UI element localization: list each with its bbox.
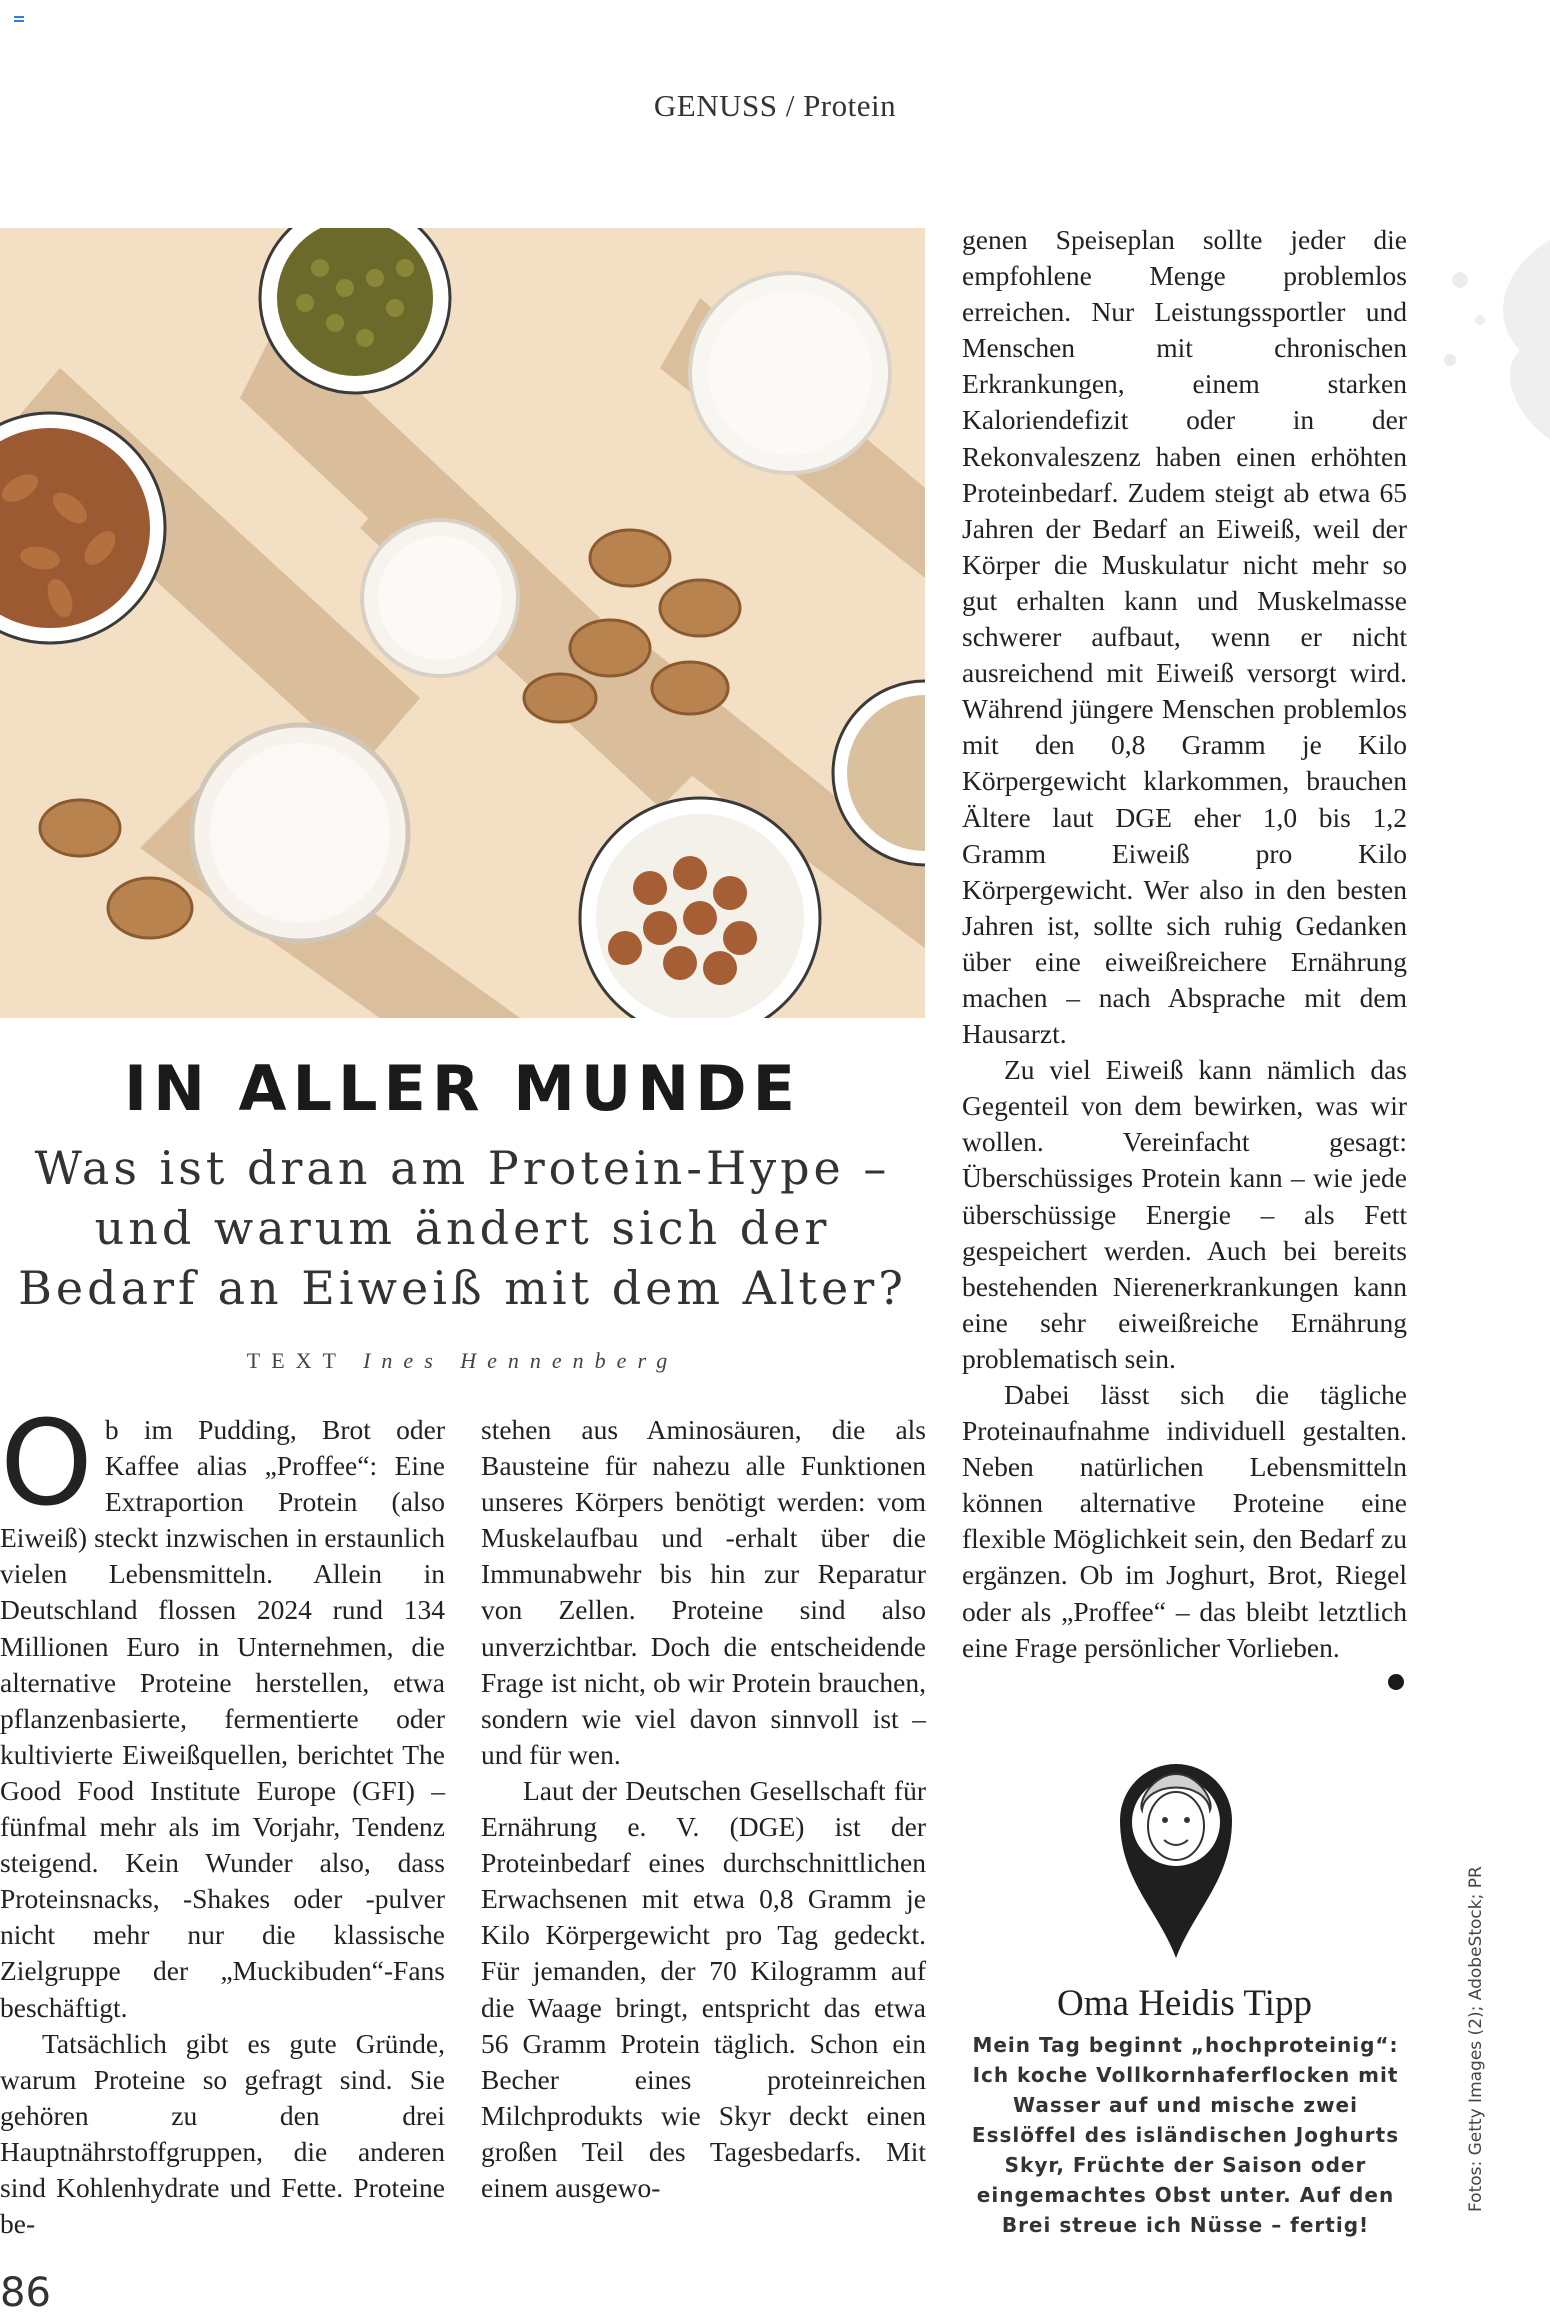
- paragraph: Zu viel Eiweiß kann nämlich das Gegenteil von dem bewirken, was wir wollen. Vereinfacht gesagt: Überschüssiges Protein kann – wie jede überschüssige Energie – als Fett gespeichert werden. Auch bei bereits bestehenden Nierenerkrankungen kann eine sehr eiweißreiche Ernährung problematisch sein.: [962, 1054, 1407, 1374]
- tip-text: Mein Tag beginnt „hochproteinig“: Ich koche Vollkornhaferflocken mit Wasser auf und mische zwei Esslöffel des isländischen Joghurts Skyr, Früchte der Saison oder eingemachtes Obst unter. Auf den Brei streue ich Nüsse – fertig!: [971, 2033, 1400, 2237]
- byline: [0, 1348, 925, 1374]
- text-column-1: [0, 1394, 445, 2242]
- drop-cap: O: [0, 1394, 93, 1532]
- text-column-3: [962, 222, 1407, 1666]
- paragraph: [0, 1394, 445, 2026]
- tip-title: Oma Heidis Tipp: [1057, 1983, 1312, 2024]
- paragraph: Dabei lässt sich die tägliche Proteinaufnahme individuell gestalten. Neben natürlichen Lebensmitteln können alternative Proteine eine flexible Möglichkeit sein, den Bedarf zu ergänzen. Ob im Joghurt, Brot, Riegel oder als „Proffee“ – das bleibt letztlich eine Frage persönlicher Vorlieben.: [962, 1379, 1407, 1663]
- food-photo: [0, 228, 925, 1018]
- end-dot: [1388, 1674, 1404, 1690]
- article-subtitle: Was ist dran am Protein-Hype – und warum ändert sich der Bedarf an Eiweiß mit dem Alter?: [18, 1141, 907, 1315]
- photo-credit-text: Fotos: Getty Images (2); AdobeStock; PR: [1466, 1866, 1486, 2212]
- paragraph: Laut der Deutschen Gesellschaft für Ernährung e. V. (DGE) ist der Proteinbedarf eines durchschnittlichen Erwachsenen mit etwa 0,8 Gramm je Kilo Körpergewicht pro Tag gedeckt. Für jemanden, der 70 Kilogramm auf die Waage bringt, entspricht das etwa 56 Gramm Protein täglich. Schon ein Becher eines proteinreichen Milchprodukts wie Skyr deckt einen großen Teil des Tagesbedarfs. Mit einem ausgewo-: [481, 1774, 926, 2203]
- paragraph: stehen aus Aminosäuren, die als Bausteine für nahezu alle Funktionen unseres Körpers benötigt werden: vom Muskelaufbau und -erhalt über die Immunabwehr bis hin zur Reparatur von Zellen. Proteine sind also unverzichtbar. Doch die entscheidende Frage ist nicht, ob wir Protein brauchen, sondern wie viel davon sinnvoll ist – und für wen.: [481, 1414, 926, 1770]
- text-column-2: [481, 1412, 926, 2206]
- byline-author: Ines Hennenberg: [363, 1348, 679, 1373]
- article-headline: IN ALLER MUNDE: [124, 1052, 801, 1125]
- milk-splash-image: [1430, 210, 1550, 470]
- page-number: 86: [0, 2270, 51, 2316]
- byline-label: TEXT: [246, 1348, 347, 1373]
- paragraph-text: b im Pudding, Brot oder Kaffee alias „Proffee“: Eine Extraportion Protein (also Eiweiß) steckt inzwischen in erstaunlich vielen Lebensmitteln. Allein in Deutschland flossen 2024 rund 134 Millionen Euro in Unternehmen, die alternative Proteine herstellen, etwa pflanzenbasierte, fermentierte oder kultivierte Eiweißquellen, berichtet The Good Food Institute Europe (GFI) – fünfmal mehr als im Vorjahr, Tendenz steigend. Kein Wunder also, dass Proteinsnacks, -Shakes oder -pulver nicht mehr nur die klassische Zielgruppe der „Muckibuden“-Fans beschäftigt.: [0, 1414, 445, 2023]
- section-header: GENUSS / Protein: [653, 88, 897, 123]
- photo-credit: [1462, 1866, 1492, 2212]
- portrait-pin-icon: [1118, 1760, 1234, 1960]
- menu-icon[interactable]: [14, 16, 24, 26]
- paragraph: genen Speiseplan sollte jeder die empfohlene Menge problemlos erreichen. Nur Leistungssportler und Menschen mit chronischen Erkrankungen, einem starken Kaloriendefizit oder in der Rekonvaleszenz haben einen erhöhten Proteinbedarf. Zudem steigt ab etwa 65 Jahren der Bedarf an Eiweiß, weil der Körper die Muskulatur nicht mehr so gut erhalten kann und Muskelmasse schwerer aufbaut, wenn er nicht ausreichend mit Eiweiß versorgt wird. Während jüngere Menschen problemlos mit den 0,8 Gramm je Kilo Körpergewicht klarkommen, brauchen Ältere laut DGE eher 1,0 bis 1,2 Gramm Eiweiß pro Kilo Körpergewicht. Wer also in den besten Jahren ist, sollte sich ruhig Gedanken über eine eiweißreichere Ernährung machen – nach Absprache mit dem Hausarzt.: [962, 224, 1407, 1050]
- paragraph: Tatsächlich gibt es gute Gründe, warum Proteine so gefragt sind. Sie gehören zu den drei Hauptnährstoffgruppen, die anderen sind Kohlenhydrate und Fette. Proteine be-: [0, 2027, 445, 2240]
